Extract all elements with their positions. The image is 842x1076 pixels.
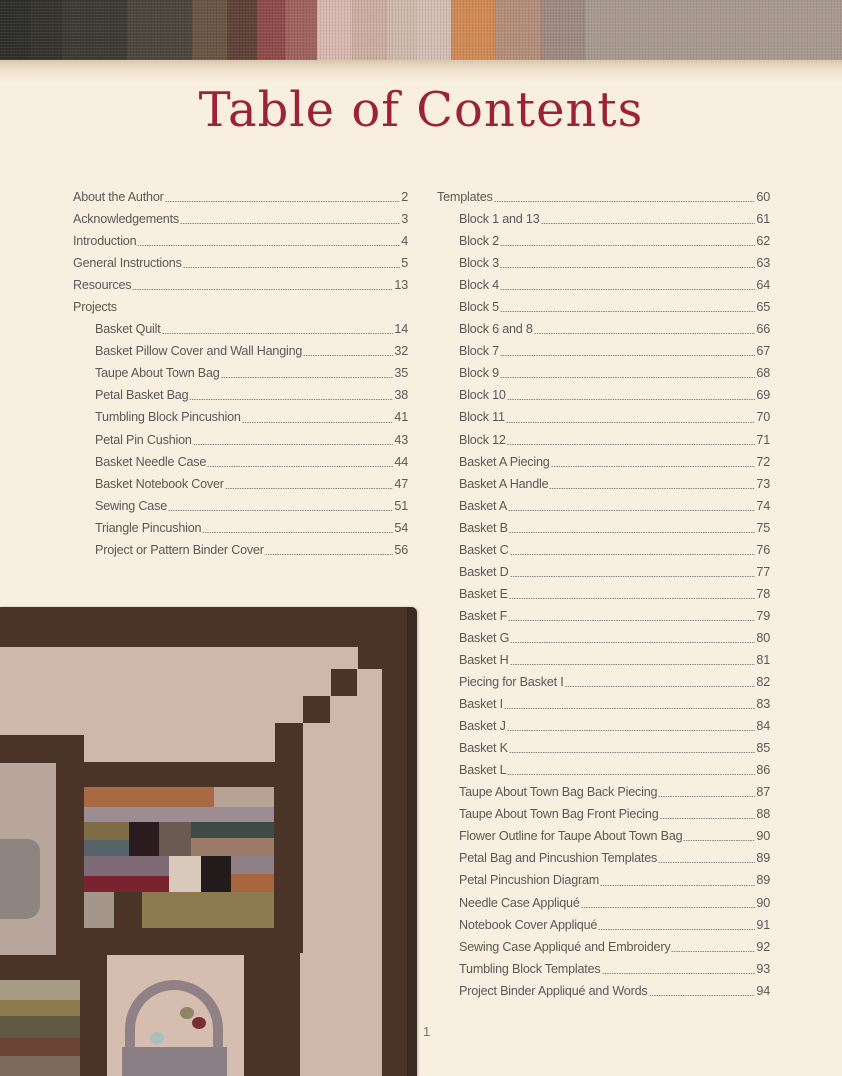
fabric-swatch xyxy=(451,0,495,60)
toc-entry[interactable] xyxy=(73,252,408,274)
toc-entry[interactable] xyxy=(437,230,770,252)
toc-entry-label: Petal Pin Cushion xyxy=(95,432,192,447)
toc-entry-page-number: 85 xyxy=(756,741,770,756)
toc-entry[interactable] xyxy=(73,362,408,384)
dot-leader xyxy=(500,245,755,246)
toc-entry-label: Basket Quilt xyxy=(95,322,161,337)
toc-entry[interactable] xyxy=(437,693,770,715)
toc-entry-page-number: 41 xyxy=(394,410,408,425)
toc-entry-page-number: 74 xyxy=(756,498,770,513)
toc-entry[interactable] xyxy=(437,914,770,936)
fabric-header-image xyxy=(0,0,842,60)
toc-entry-page-number: 87 xyxy=(756,785,770,800)
toc-entry[interactable] xyxy=(437,759,770,781)
quilt-sashing xyxy=(0,735,84,763)
toc-entry-page-number: 80 xyxy=(756,630,770,645)
toc-entry-page-number: 56 xyxy=(394,542,408,557)
toc-entry[interactable] xyxy=(73,384,408,406)
toc-entry[interactable] xyxy=(437,340,770,362)
toc-entry[interactable] xyxy=(437,362,770,384)
toc-entry[interactable] xyxy=(73,340,408,362)
dot-leader xyxy=(534,333,756,334)
toc-entry[interactable] xyxy=(437,737,770,759)
toc-entry[interactable] xyxy=(437,715,770,737)
toc-entry-label: Block 1 and 13 xyxy=(459,212,540,227)
toc-entry[interactable] xyxy=(73,517,408,539)
toc-entry-page-number: 83 xyxy=(756,697,770,712)
fabric-swatch xyxy=(192,0,227,60)
toc-entry-page-number: 5 xyxy=(401,256,408,271)
toc-entry-page-number: 32 xyxy=(394,344,408,359)
toc-entry-label: Block 11 xyxy=(459,410,505,425)
toc-entry-page-number: 47 xyxy=(394,476,408,491)
dot-leader xyxy=(500,311,755,312)
dot-leader xyxy=(565,686,756,687)
dot-leader xyxy=(658,796,755,797)
quilt-flower xyxy=(150,1032,164,1044)
toc-entry-label: Needle Case Appliqué xyxy=(459,895,580,910)
quilt-binding xyxy=(407,607,417,1076)
quilt-flower xyxy=(192,1017,206,1029)
toc-entry-label: Basket H xyxy=(459,652,509,667)
toc-entry-page-number: 71 xyxy=(756,432,770,447)
toc-entry[interactable] xyxy=(73,318,408,340)
toc-entry[interactable] xyxy=(73,495,408,517)
toc-entry-label: Resources xyxy=(73,278,132,293)
toc-entry-label: Petal Bag and Pincushion Templates xyxy=(459,851,658,866)
toc-entry[interactable] xyxy=(437,825,770,847)
fabric-swatch xyxy=(642,0,842,60)
dot-leader xyxy=(189,399,393,400)
toc-entry-label: Basket Pillow Cover and Wall Hanging xyxy=(95,344,303,359)
toc-entry-label: Basket D xyxy=(459,564,509,579)
toc-entry-label: Flower Outline for Taupe About Town Bag xyxy=(459,829,683,844)
quilt-checker-square xyxy=(331,669,357,696)
toc-entry-label: Projects xyxy=(73,300,117,315)
dot-leader xyxy=(500,355,755,356)
quilt-strip-block-bottom xyxy=(0,980,80,1076)
toc-entry-page-number: 76 xyxy=(756,542,770,557)
page-title: Table of Contents xyxy=(198,82,644,138)
dot-leader xyxy=(165,201,401,202)
toc-entry-label: Acknowledgements xyxy=(73,212,180,227)
toc-entry-label: Basket Needle Case xyxy=(95,454,207,469)
toc-entry[interactable] xyxy=(437,803,770,825)
toc-entry-label: Piecing for Basket I xyxy=(459,675,564,690)
toc-entry-page-number: 65 xyxy=(756,300,770,315)
dot-leader xyxy=(242,422,394,423)
toc-entry[interactable] xyxy=(437,892,770,914)
quilt-sashing xyxy=(275,723,303,953)
toc-entry-label: Petal Pincushion Diagram xyxy=(459,873,600,888)
toc-entry-page-number: 44 xyxy=(394,454,408,469)
toc-entry-page-number: 2 xyxy=(401,190,408,204)
toc-entry-label: Taupe About Town Bag xyxy=(95,366,220,381)
fabric-swatch xyxy=(585,0,642,60)
toc-entry-page-number: 54 xyxy=(394,520,408,535)
toc-entry-page-number: 68 xyxy=(756,366,770,381)
toc-entry[interactable] xyxy=(437,605,770,627)
toc-entry[interactable] xyxy=(437,318,770,340)
toc-entry-page-number: 79 xyxy=(756,608,770,623)
toc-entry[interactable] xyxy=(437,384,770,406)
dot-leader xyxy=(137,245,400,246)
toc-entry-label: Basket Notebook Cover xyxy=(95,476,224,491)
toc-entry[interactable] xyxy=(437,561,770,583)
toc-entry[interactable] xyxy=(437,980,770,1002)
toc-entry-label: Notebook Cover Appliqué xyxy=(459,917,598,932)
toc-entry[interactable] xyxy=(437,517,770,539)
fabric-swatch xyxy=(257,0,285,60)
toc-entry-page-number: 89 xyxy=(756,851,770,866)
dot-leader xyxy=(598,929,755,930)
toc-entry-page-number: 64 xyxy=(756,278,770,293)
toc-entry[interactable] xyxy=(437,781,770,803)
toc-entry[interactable] xyxy=(437,252,770,274)
dot-leader xyxy=(225,488,394,489)
toc-entry-label: Tumbling Block Pincushion xyxy=(95,410,241,425)
toc-entry-label: About the Author xyxy=(73,190,164,204)
toc-entry-page-number: 4 xyxy=(401,234,408,249)
dot-leader xyxy=(500,289,755,290)
toc-entry-page-number: 82 xyxy=(756,675,770,690)
dot-leader xyxy=(509,752,756,753)
toc-entry[interactable] xyxy=(437,627,770,649)
toc-entry-label: Basket A xyxy=(459,498,508,513)
dot-leader xyxy=(221,377,394,378)
quilt-basket-shape xyxy=(0,839,40,919)
toc-entry-label: Project or Pattern Binder Cover xyxy=(95,542,264,557)
toc-entry-label: Basket J xyxy=(459,719,506,734)
toc-entry-label: Triangle Pincushion xyxy=(95,520,202,535)
toc-entry-label: Basket K xyxy=(459,741,508,756)
dot-leader xyxy=(132,289,393,290)
page-number: 1 xyxy=(423,1024,431,1039)
dot-leader xyxy=(207,466,393,467)
toc-entry-label: Project Binder Appliqué and Words xyxy=(459,983,648,998)
dot-leader xyxy=(507,774,755,775)
dot-leader xyxy=(581,907,756,908)
toc-entry-page-number: 69 xyxy=(756,388,770,403)
toc-entry-page-number: 66 xyxy=(756,322,770,337)
toc-entry-page-number: 43 xyxy=(394,432,408,447)
toc-entry-page-number: 14 xyxy=(394,322,408,337)
toc-entry-label: Taupe About Town Bag Front Piecing xyxy=(459,807,659,822)
fabric-swatch xyxy=(285,0,317,60)
header-shadow xyxy=(0,60,842,82)
toc-entry-label: Basket E xyxy=(459,586,508,601)
fabric-swatch xyxy=(0,0,30,60)
toc-entry-label: Basket C xyxy=(459,542,509,557)
dot-leader xyxy=(510,642,755,643)
toc-entry-page-number: 67 xyxy=(756,344,770,359)
toc-entry-page-number: 70 xyxy=(756,410,770,425)
toc-entry-page-number: 93 xyxy=(756,961,770,976)
toc-entry-label: Taupe About Town Bag Back Piecing xyxy=(459,785,658,800)
dot-leader xyxy=(658,862,755,863)
fabric-swatch xyxy=(227,0,257,60)
fabric-swatch xyxy=(352,0,386,60)
toc-entry-page-number: 72 xyxy=(756,454,770,469)
toc-entry[interactable] xyxy=(437,429,770,451)
toc-entry-page-number: 88 xyxy=(756,807,770,822)
toc-entry[interactable] xyxy=(73,186,408,208)
toc-entry-label: Basket B xyxy=(459,520,508,535)
dot-leader xyxy=(508,510,755,511)
toc-entry-label: Petal Basket Bag xyxy=(95,388,189,403)
dot-leader xyxy=(168,510,393,511)
toc-entry-page-number: 78 xyxy=(756,586,770,601)
dot-leader xyxy=(660,818,756,819)
toc-right-column xyxy=(437,186,770,1002)
dot-leader xyxy=(162,333,394,334)
toc-entry-label: Tumbling Block Templates xyxy=(459,961,601,976)
dot-leader xyxy=(510,554,756,555)
toc-entry-label: Block 5 xyxy=(459,300,499,315)
dot-leader xyxy=(602,973,756,974)
toc-entry[interactable] xyxy=(437,296,770,318)
dot-leader xyxy=(183,267,400,268)
quilt-flower xyxy=(180,1007,194,1019)
quilt-checker-square xyxy=(303,696,330,723)
quilt-strip-block xyxy=(84,787,274,932)
toc-entry[interactable] xyxy=(437,406,770,428)
toc-entry[interactable] xyxy=(437,936,770,958)
toc-entry-label: Sewing Case Appliqué and Embroidery xyxy=(459,939,671,954)
toc-entry-page-number: 73 xyxy=(756,476,770,491)
toc-entry[interactable] xyxy=(437,208,770,230)
toc-entry-label: Block 4 xyxy=(459,278,499,293)
dot-leader xyxy=(506,422,756,423)
toc-entry[interactable] xyxy=(437,958,770,980)
toc-entry-page-number: 92 xyxy=(756,939,770,954)
toc-entry-label: Basket F xyxy=(459,608,508,623)
dot-leader xyxy=(671,951,755,952)
toc-entry[interactable] xyxy=(437,671,770,693)
toc-entry-page-number: 75 xyxy=(756,520,770,535)
dot-leader xyxy=(303,355,393,356)
toc-entry[interactable] xyxy=(73,406,408,428)
toc-entry[interactable] xyxy=(437,451,770,473)
dot-leader xyxy=(683,840,755,841)
toc-entry-page-number: 60 xyxy=(756,190,770,204)
toc-entry-label: Basket I xyxy=(459,697,503,712)
toc-entry-page-number: 35 xyxy=(394,366,408,381)
toc-entry[interactable] xyxy=(73,208,408,230)
toc-entry[interactable] xyxy=(73,230,408,252)
dot-leader xyxy=(193,444,394,445)
fabric-swatch xyxy=(62,0,127,60)
toc-entry-page-number: 86 xyxy=(756,763,770,778)
dot-leader xyxy=(265,554,394,555)
toc-entry-page-number: 90 xyxy=(756,829,770,844)
dot-leader xyxy=(504,708,755,709)
toc-entry-page-number: 13 xyxy=(394,278,408,293)
toc-entry[interactable] xyxy=(73,274,408,296)
toc-entry[interactable] xyxy=(437,539,770,561)
dot-leader xyxy=(510,664,756,665)
toc-entry-label: Templates xyxy=(437,190,493,204)
toc-entry-label: Introduction xyxy=(73,234,137,249)
dot-leader xyxy=(649,995,756,996)
quilt-sashing xyxy=(84,762,274,788)
toc-entry[interactable] xyxy=(73,429,408,451)
dot-leader xyxy=(507,730,756,731)
fabric-swatch xyxy=(541,0,585,60)
toc-left-column xyxy=(73,186,408,561)
toc-entry-page-number: 84 xyxy=(756,719,770,734)
toc-entry-label: General Instructions xyxy=(73,256,182,271)
dot-leader xyxy=(509,598,756,599)
toc-entry-page-number: 90 xyxy=(756,895,770,910)
toc-entry[interactable] xyxy=(437,186,770,208)
toc-entry[interactable] xyxy=(437,847,770,869)
toc-entry-label: Basket L xyxy=(459,763,507,778)
toc-entry-label: Sewing Case xyxy=(95,498,168,513)
toc-entry-label: Block 9 xyxy=(459,366,499,381)
toc-entry[interactable] xyxy=(437,274,770,296)
toc-entry-page-number: 63 xyxy=(756,256,770,271)
toc-entry-label: Basket G xyxy=(459,630,510,645)
toc-entry-label: Block 10 xyxy=(459,388,506,403)
toc-entry-page-number: 61 xyxy=(756,212,770,227)
toc-entry[interactable] xyxy=(437,869,770,891)
quilt-basket-body xyxy=(122,1047,227,1076)
toc-entry-page-number: 94 xyxy=(756,983,770,998)
dot-leader xyxy=(509,532,756,533)
toc-entry[interactable] xyxy=(73,539,408,561)
toc-entry-label: Block 7 xyxy=(459,344,499,359)
toc-entry-label: Block 12 xyxy=(459,432,506,447)
toc-entry-label: Block 6 and 8 xyxy=(459,322,533,337)
toc-entry-page-number: 77 xyxy=(756,564,770,579)
toc-entry-page-number: 91 xyxy=(756,917,770,932)
dot-leader xyxy=(180,223,400,224)
toc-entry[interactable] xyxy=(437,583,770,605)
toc-entry-page-number: 3 xyxy=(401,212,408,227)
toc-entry-label: Basket A Piecing xyxy=(459,454,550,469)
toc-entry-label: Block 3 xyxy=(459,256,499,271)
toc-section-heading xyxy=(73,296,408,318)
dot-leader xyxy=(508,620,755,621)
toc-entry[interactable] xyxy=(437,649,770,671)
dot-leader xyxy=(507,399,756,400)
fabric-swatch xyxy=(386,0,416,60)
fabric-swatch xyxy=(317,0,352,60)
toc-entry[interactable] xyxy=(437,495,770,517)
dot-leader xyxy=(202,532,393,533)
dot-leader xyxy=(549,488,755,489)
quilt-photo xyxy=(0,607,417,1076)
toc-entry[interactable] xyxy=(437,473,770,495)
dot-leader xyxy=(600,885,755,886)
toc-entry-page-number: 62 xyxy=(756,234,770,249)
fabric-swatch xyxy=(127,0,192,60)
dot-leader xyxy=(507,444,756,445)
toc-entry[interactable] xyxy=(73,451,408,473)
toc-entry-page-number: 89 xyxy=(756,873,770,888)
toc-entry-page-number: 51 xyxy=(394,498,408,513)
quilt-right-border xyxy=(300,669,382,1076)
toc-entry-page-number: 38 xyxy=(394,388,408,403)
dot-leader xyxy=(541,223,756,224)
dot-leader xyxy=(500,377,755,378)
toc-entry-label: Block 2 xyxy=(459,234,499,249)
toc-entry-page-number: 81 xyxy=(756,652,770,667)
toc-entry-label: Basket A Handle xyxy=(459,476,549,491)
dot-leader xyxy=(510,576,756,577)
toc-entry[interactable] xyxy=(73,473,408,495)
dot-leader xyxy=(551,466,756,467)
fabric-swatch xyxy=(495,0,541,60)
fabric-swatch xyxy=(30,0,62,60)
dot-leader xyxy=(494,201,756,202)
fabric-swatch xyxy=(416,0,451,60)
dot-leader xyxy=(500,267,755,268)
